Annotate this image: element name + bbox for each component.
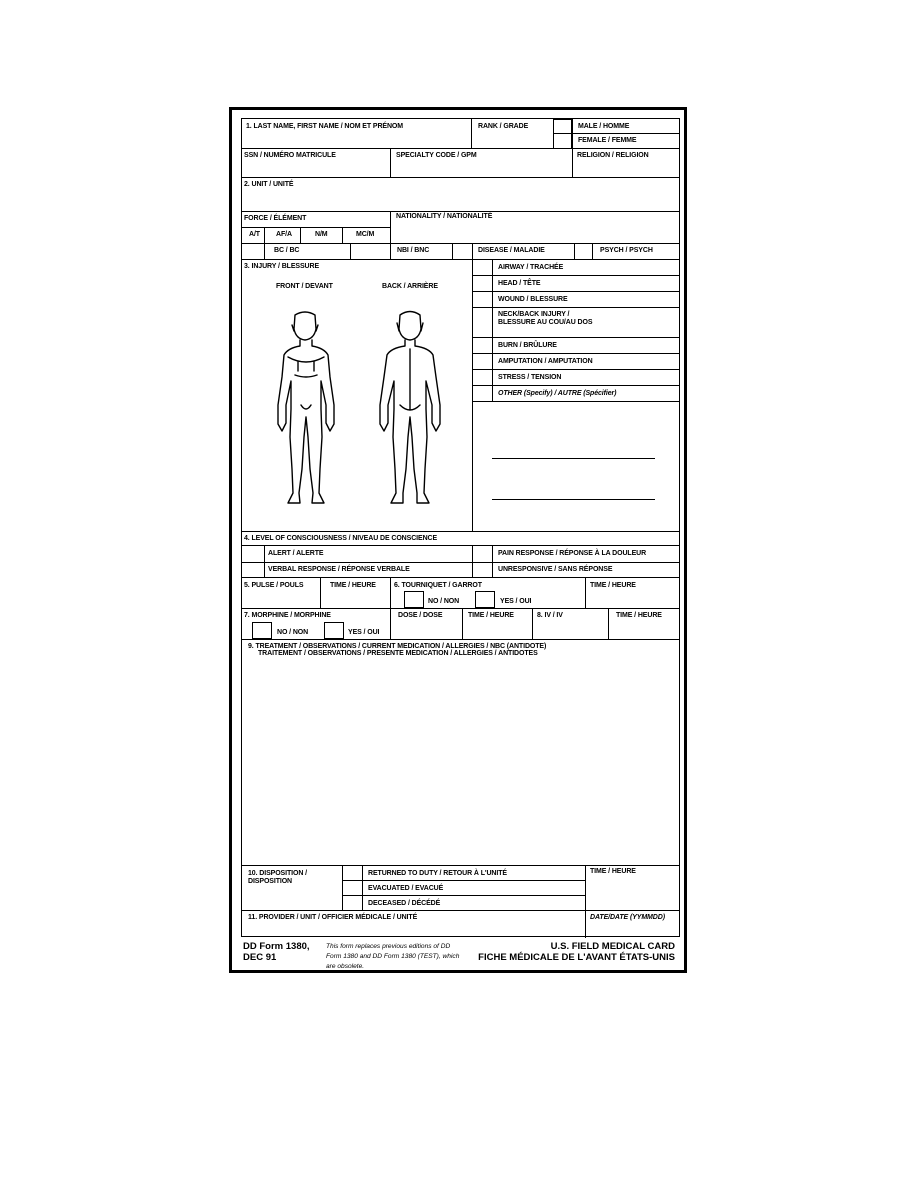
unit-label: 2. UNIT / UNITÉ [244,181,294,188]
card-title-fr: FICHE MÉDICALE DE L'AVANT ÉTATS-UNIS [478,952,675,963]
returned-to-duty-label[interactable]: RETURNED TO DUTY / RETOUR À L'UNITÉ [368,870,507,877]
force-option-afa[interactable]: AF/A [276,231,292,238]
alert-label[interactable]: ALERT / ALERTE [268,550,324,557]
nbi-label[interactable]: NBI / BNC [397,247,430,254]
male-checkbox[interactable] [553,119,572,134]
morphine-time-label: TIME / HEURE [468,612,514,619]
morphine-yes-label: YES / OUI [348,629,380,636]
disposition-label: 10. DISPOSITION / DISPOSITION [248,870,307,885]
provider-label: 11. PROVIDER / UNIT / OFFICIER MÉDICALE / UNITÉ [248,914,418,921]
consciousness-label: 4. LEVEL OF CONSCIOUSNESS / NIVEAU DE CONSCIENCE [244,535,438,542]
form-number: DD Form 1380, [243,941,310,952]
specialty-label: SPECIALTY CODE / GPM [396,152,477,159]
stress-label[interactable]: STRESS / TENSION [498,374,562,381]
disposition-time-label: TIME / HEURE [590,868,636,875]
verbal-response-label[interactable]: VERBAL RESPONSE / RÉPONSE VERBALE [268,566,410,573]
evacuated-label[interactable]: EVACUATED / EVACUÉ [368,885,444,892]
nationality-label: NATIONALITY / NATIONALITÉ [396,213,493,220]
female-label: FEMALE / FEMME [578,137,637,144]
tourniquet-yes-label: YES / OUI [500,598,532,605]
amputation-label[interactable]: AMPUTATION / AMPUTATION [498,358,593,365]
body-diagram[interactable] [262,309,462,519]
tourniquet-no-checkbox[interactable] [404,591,424,608]
psych-label[interactable]: PSYCH / PSYCH [600,247,653,254]
iv-time-label: TIME / HEURE [616,612,662,619]
neck-back-label[interactable]: NECK/BACK INJURY / BLESSURE AU COU/AU DOS [498,311,593,326]
tourniquet-time-label: TIME / HEURE [590,582,636,589]
head-label[interactable]: HEAD / TÊTE [498,280,541,287]
religion-label: RELIGION / RELIGION [577,152,649,159]
obsolete-note: This form replaces previous editions of DD Form 1380 and DD Form 1380 (TEST), which are obsolete. [326,943,460,970]
field-medical-card [229,107,687,973]
bc-label[interactable]: BC / BC [274,247,300,254]
force-option-nm[interactable]: N/M [315,231,328,238]
date-label: DATE/DATE (YYMMDD) [590,914,665,921]
front-label: FRONT / DEVANT [276,283,333,290]
force-option-mcm[interactable]: MC/M [356,231,375,238]
pain-response-label[interactable]: PAIN RESPONSE / RÉPONSE À LA DOULEUR [498,550,647,557]
injury-label: 3. INJURY / BLESSURE [244,263,320,270]
tourniquet-yes-checkbox[interactable] [475,591,495,608]
pulse-label: 5. PULSE / POULS [244,582,304,589]
male-label: MALE / HOMME [578,123,630,130]
rank-label: RANK / GRADE [478,123,529,130]
name-label: 1. LAST NAME, FIRST NAME / NOM ET PRÉNOM [246,123,404,130]
back-body-figure[interactable] [380,312,440,504]
force-option-at[interactable]: A/T [249,231,260,238]
treatment-label-en: 9. TREATMENT / OBSERVATIONS / CURRENT MEDICATION / ALLERGIES / NBC (ANTIDOTE) [248,643,547,650]
treatment-notes-area[interactable] [244,661,678,861]
iv-label: 8. IV / IV [537,612,563,619]
unresponsive-label[interactable]: UNRESPONSIVE / SANS RÉPONSE [498,566,613,573]
deceased-label[interactable]: DECEASED / DÉCÉDÉ [368,900,441,907]
back-label: BACK / ARRIÈRE [382,283,438,290]
dose-label: DOSE / DOSE [398,612,443,619]
morphine-label: 7. MORPHINE / MORPHINE [244,612,331,619]
front-body-figure[interactable] [278,312,334,503]
disease-label[interactable]: DISEASE / MALADIE [478,247,545,254]
burn-label[interactable]: BURN / BRÛLURE [498,342,557,349]
tourniquet-label: 6. TOURNIQUET / GARROT [394,582,482,589]
card-title-en: U.S. FIELD MEDICAL CARD [550,941,675,952]
force-label: FORCE / ÉLÉMENT [244,215,307,222]
morphine-no-checkbox[interactable] [252,622,272,639]
ssn-label: SSN / NUMÉRO MATRICULE [244,152,336,159]
form-date: DEC 91 [243,952,277,963]
tourniquet-no-label: NO / NON [428,598,460,605]
airway-label[interactable]: AIRWAY / TRACHÉE [498,264,564,271]
wound-label[interactable]: WOUND / BLESSURE [498,296,568,303]
pulse-time-label: TIME / HEURE [330,582,376,589]
form-grid [241,118,680,937]
female-checkbox[interactable] [553,133,572,149]
morphine-no-label: NO / NON [277,629,309,636]
other-label[interactable]: OTHER (Specify) / AUTRE (Spécifier) [498,390,617,397]
morphine-yes-checkbox[interactable] [324,622,344,639]
treatment-label-fr: TRAITEMENT / OBSERVATIONS / PRESENTE MEDICATION / ALLERGIES / ANTIDOTES [258,650,538,657]
